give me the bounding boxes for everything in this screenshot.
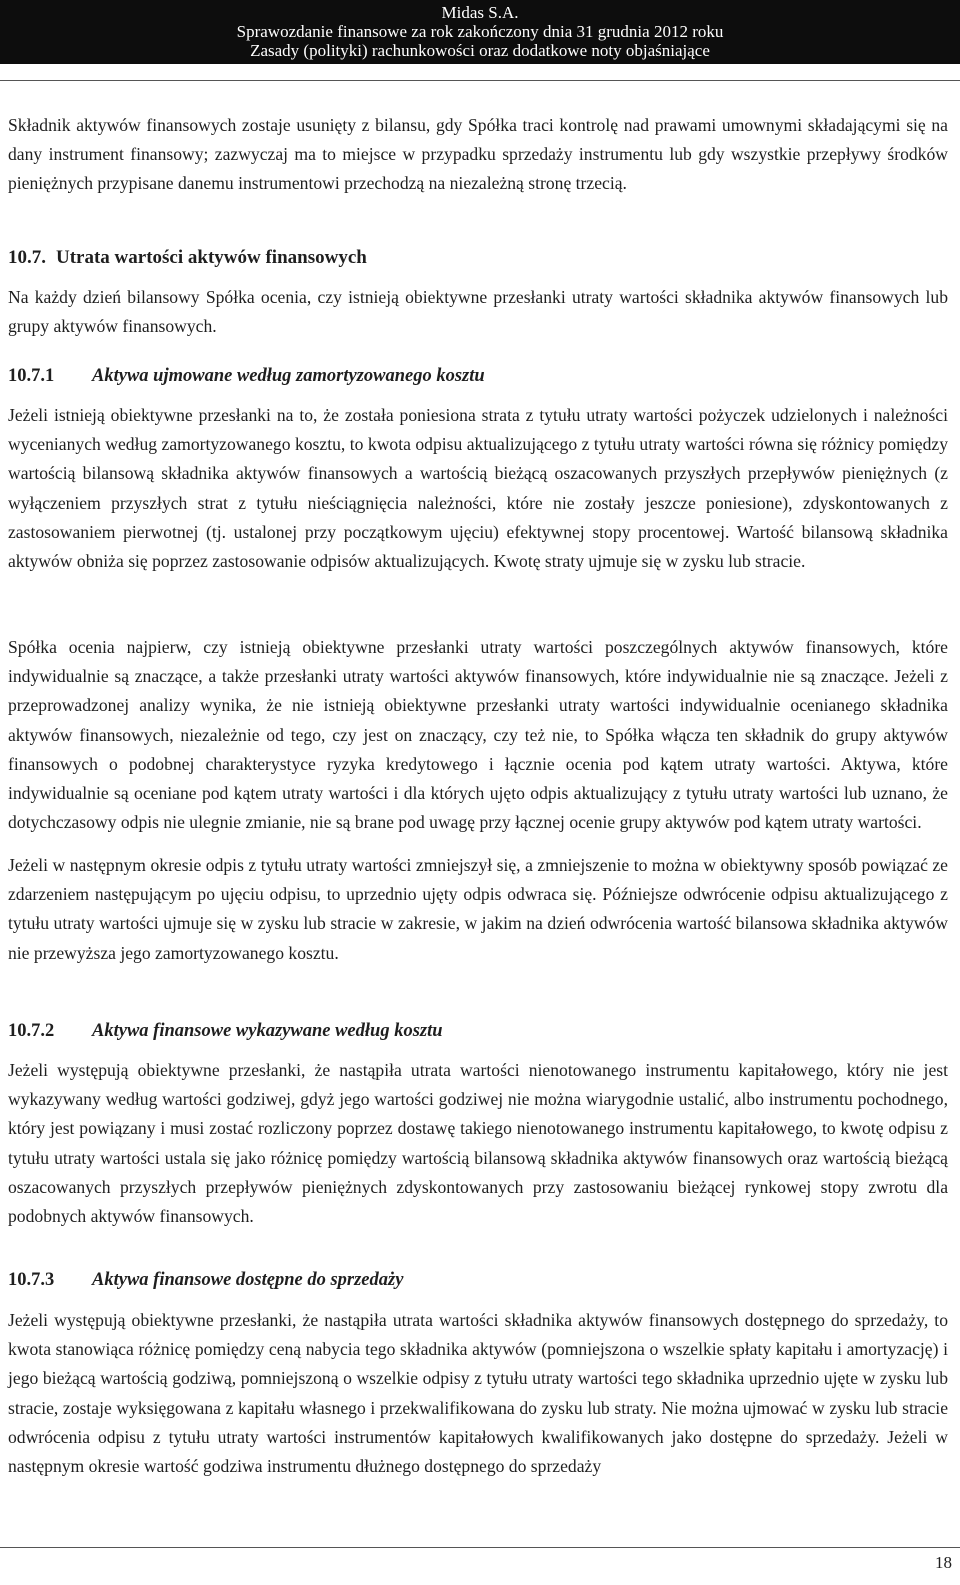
subsection-heading-10-7-2 xyxy=(8,1021,443,1042)
document-header xyxy=(0,0,960,64)
section-number: 10.7. xyxy=(8,247,46,268)
section-10-7-3-body xyxy=(8,1306,948,1481)
section-title: Utrata wartości aktywów finansowych xyxy=(56,247,367,268)
subsection-number: 10.7.2 xyxy=(8,1021,55,1041)
section-heading-10-7 xyxy=(8,247,367,269)
subsection-heading-10-7-1 xyxy=(8,366,485,387)
paragraph: Jeżeli w następnym okresie odpis z tytułu utraty wartości zmniejszył się, a zmniejszenie to można w obiektywny sposób powiązać ze zdarzeniem następującym po ujęciu odpisu, to uprzednio ujęty odpis odwraca się. Późniejsze odwrócenie odpisu aktualizującego z tytułu utraty wartości ujmuje się w zysku lub stracie w zakresie, w jakim na dzień odwrócenia wartość bilansowa składnika aktywów nie przewyższa jego zamortyzowanego kosztu. xyxy=(8,855,948,963)
section-10-7-1-p1-block xyxy=(8,401,948,576)
header-section-title: Zasady (polityki) rachunkowości oraz dodatkowe noty objaśniające xyxy=(250,41,710,60)
section-10-7-body xyxy=(8,283,948,341)
subsection-number: 10.7.3 xyxy=(8,1270,55,1290)
page-number: 18 xyxy=(935,1553,952,1572)
paragraph: Spółka ocenia najpierw, czy istnieją obiektywne przesłanki utraty wartości poszczególnych aktywów finansowych, które indywidualnie są znaczące, a także przesłanki utraty wartości aktywów finansowych, które indywidualnie nie są znaczące. Jeżeli z przeprowadzonej analizy wynika, że nie istnieją obiektywne przesłanki utraty wartości indywidualnie ocenianego składnika aktywów finansowych, niezależnie od tego, czy jest on znaczący, czy też nie, to Spółka włącza ten składnik do grupy aktywów finansowych o podobnej charakterystyce ryzyka kredytowego i łącznie ocenia pod kątem utraty wartości. Aktywa, które indywidualnie są oceniane pod kątem utraty wartości i dla których ujęto odpis aktualizujący z tytułu utraty wartości lub uznano, że dotychczasowy odpis nie ulegnie zmianie, nie są brane pod uwagę przy łącznej ocenie grupy aktywów pod kątem utraty wartości. xyxy=(8,637,948,833)
subsection-title: Aktywa finansowe dostępne do sprzedaży xyxy=(92,1270,404,1290)
header-company: Midas S.A. xyxy=(441,3,519,22)
paragraph: Jeżeli występują obiektywne przesłanki, że nastąpiła utrata wartości nienotowanego instrumentu kapitałowego, który nie jest wykazywany według wartości godziwej, gdyż jego wartości godziwej nie można wiarygodnie ustalić, albo instrumentu pochodnego, który jest powiązany i musi zostać rozliczony poprzez dostawę takiego nienotowanego instrumentu kapitałowego, to kwotę odpisu z tytułu utraty wartości ustala się jako różnicę pomiędzy wartością bilansową składnika aktywów finansowych oraz wartością bieżącą oszacowanych przyszłych przepływów pieniężnych zdyskontowanych przy zastosowaniu bieżącej rynkowej stopy zwrotu dla podobnych aktywów finansowych. xyxy=(8,1060,948,1227)
section-10-7-1-p2-block xyxy=(8,633,948,837)
subsection-title: Aktywa ujmowane według zamortyzowanego kosztu xyxy=(92,366,485,386)
paragraph: Jeżeli występują obiektywne przesłanki, że nastąpiła utrata wartości składnika aktywów finansowych dostępnego do sprzedaży, to kwota stanowiąca różnicę pomiędzy ceną nabycia tego składnika aktywów (pomniejszona o wszelkie spłaty kapitału i amortyzację) i jego bieżącą wartością godziwą, pomniejszoną o wszelkie odpisy z tytułu utraty wartości tego składnika uprzednio ujęte w zysku lub stracie, zostaje wyksięgowana z kapitału własnego i przekwalifikowana do zysku lub straty. Nie można ujmować w zysku lub stracie odwrócenia odpisu z tytułu utraty wartości instrumentów kapitałowych kwalifikowanych jako dostępne do sprzedaży. Jeżeli w następnym okresie wartość godziwa instrumentu dłużnego dostępnego do sprzedaży xyxy=(8,1310,948,1477)
header-divider xyxy=(0,80,960,81)
subsection-title: Aktywa finansowe wykazywane według kosztu xyxy=(92,1021,443,1041)
section-10-7-1-p3-block xyxy=(8,851,948,968)
paragraph: Na każdy dzień bilansowy Spółka ocenia, czy istnieją obiektywne przesłanki utraty wartości składnika aktywów finansowych lub grupy aktywów finansowych. xyxy=(8,287,948,337)
intro-paragraph: Składnik aktywów finansowych zostaje usunięty z bilansu, gdy Spółka traci kontrolę nad prawami umownymi składającymi się na dany instrument finansowy; zazwyczaj ma to miejsce w przypadku sprzedaży instrumentu lub gdy wszystkie przepływy środków pieniężnych przypisane danemu instrumentowi przechodzą na niezależną stronę trzecią. xyxy=(8,115,948,194)
section-10-7-2-body xyxy=(8,1056,948,1231)
footer-divider xyxy=(0,1547,960,1548)
subsection-heading-10-7-3 xyxy=(8,1270,403,1291)
subsection-number: 10.7.1 xyxy=(8,366,55,386)
intro-block xyxy=(8,111,948,199)
paragraph: Jeżeli istnieją obiektywne przesłanki na to, że została poniesiona strata z tytułu utraty wartości pożyczek udzielonych i należności wycenianych według zamortyzowanego kosztu, to kwota odpisu aktualizującego z tytułu utraty wartości równa się różnicy pomiędzy wartością bilansową składnika aktywów finansowych a wartością bieżącą oszacowanych przyszłych przepływów pieniężnych (z wyłączeniem przyszłych strat z tytułu nieściągnięcia należności, które nie zostały jeszcze poniesione), zdyskontowanych z zastosowaniem pierwotnej (tj. ustalonej przy początkowym ujęciu) efektywnej stopy procentowej. Wartość bilansową składnika aktywów obniża się poprzez zastosowanie odpisów aktualizujących. Kwotę straty ujmuje się w zysku lub stracie. xyxy=(8,405,948,572)
header-report-title: Sprawozdanie finansowe za rok zakończony dnia 31 grudnia 2012 roku xyxy=(236,22,724,41)
